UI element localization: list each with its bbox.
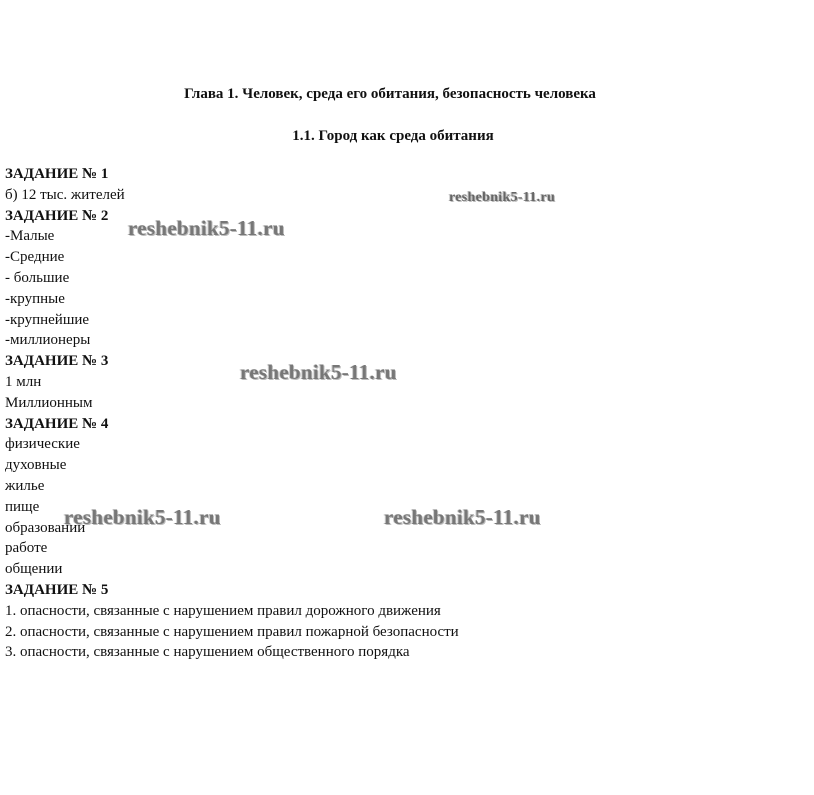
task-5-heading: ЗАДАНИЕ № 5: [5, 581, 109, 598]
task-3-heading: ЗАДАНИЕ № 3: [5, 353, 109, 370]
task-4-answer: общении: [5, 561, 63, 578]
section-title: 1.1. Город как среда обитания: [292, 128, 494, 144]
task-4-answer: физические: [5, 436, 80, 453]
task-2-answer: -Малые: [5, 228, 55, 245]
watermark: reshebnik5-11.ru: [384, 505, 541, 529]
watermark: reshebnik5-11.ru: [64, 505, 221, 529]
task-4-answer: работе: [5, 540, 48, 557]
task-2-answer: -миллионеры: [5, 332, 91, 349]
task-1-answer: б) 12 тыс. жителей: [5, 186, 125, 203]
watermark: reshebnik5-11.ru: [449, 190, 556, 205]
task-3-answer: 1 млн: [5, 373, 42, 390]
watermark: reshebnik5-11.ru: [128, 216, 285, 240]
task-4-answer: жилье: [5, 477, 45, 494]
task-3-answer: Миллионным: [5, 394, 93, 411]
task-2-answer: -Средние: [5, 249, 65, 266]
task-4-answer: пище: [5, 498, 40, 515]
watermark: reshebnik5-11.ru: [240, 360, 397, 384]
document-body: [5, 164, 605, 663]
task-5-answer: 3. опасности, связанные с нарушением общественного порядка: [5, 644, 410, 661]
task-1-heading: ЗАДАНИЕ № 1: [5, 166, 109, 182]
task-2-answer: -крупнейшие: [5, 311, 90, 328]
task-5-answer: 1. опасности, связанные с нарушением правил дорожного движения: [5, 602, 441, 619]
task-2-answer: -крупные: [5, 290, 65, 307]
task-2-answer: - большие: [5, 269, 70, 286]
task-4-heading: ЗАДАНИЕ № 4: [5, 415, 109, 432]
task-2-heading: ЗАДАНИЕ № 2: [5, 207, 109, 224]
task-4-answer: образовании: [5, 519, 86, 536]
task-4-answer: духовные: [5, 457, 67, 474]
chapter-title: Глава 1. Человек, среда его обитания, безопасность человека: [184, 86, 596, 102]
task-5-answer: 2. опасности, связанные с нарушением правил пожарной безопасности: [5, 623, 459, 640]
